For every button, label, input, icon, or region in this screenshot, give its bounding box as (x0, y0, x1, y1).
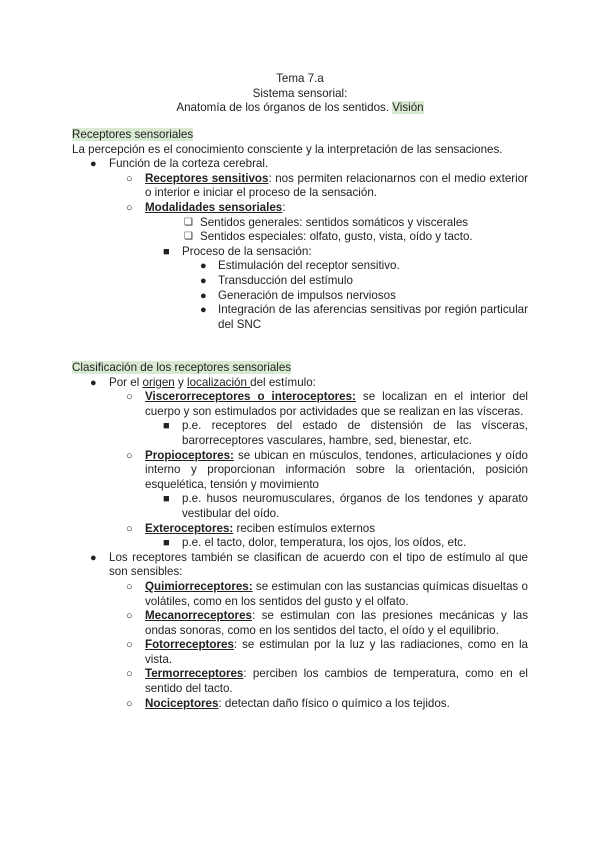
circle-bullet-icon: ○ (126, 697, 133, 710)
list-item: ○ Receptores sensitivos: nos permiten relacionarnos con el medio exterior o interior e iniciar el proceso de la sensación. (126, 171, 529, 200)
bullet-icon: ● (90, 376, 97, 389)
list-item: ● Generación de impulsos nerviosos (200, 288, 396, 302)
circle-bullet-icon: ○ (126, 610, 133, 623)
list-item: ● Función de la corteza cerebral. (90, 157, 269, 171)
document-title (0, 72, 600, 116)
section-clasificacion (72, 361, 528, 711)
square-bullet-icon: ■ (163, 245, 170, 258)
list-item: ○ Quimiorreceptores: se estimulan con las sustancias químicas disueltas o volátiles, como en los sentidos del gusto y el olfato. (126, 579, 528, 608)
intro-paragraph: La percepción es el conocimiento consciente y la interpretación de las sensaciones. (72, 142, 503, 156)
circle-bullet-icon: ○ (126, 522, 133, 535)
list-item: ○ Nociceptores: detectan daño físico o químico a los tejidos. (126, 696, 450, 710)
list-item: ○ Exteroceptores: reciben estímulos externos (126, 521, 376, 535)
circle-bullet-icon: ○ (126, 639, 133, 652)
bullet-icon: ● (90, 551, 97, 564)
list-item: ■ Proceso de la sensación: (163, 244, 312, 258)
list-item: ● Integración de las aferencias sensitivas por región particular del SNC (200, 303, 528, 331)
title-line-2: Sistema sensorial: (252, 86, 348, 100)
highlight-vision: Visión (392, 101, 424, 115)
list-item: ○ Propioceptores: se ubican en músculos, tendones, articulaciones y oído interno y proporcionan información sobre la orientación, posición esquelética, tensión y movimiento (126, 448, 528, 491)
circle-bullet-icon: ○ (126, 668, 133, 681)
circle-bullet-icon: ○ (126, 580, 133, 593)
list-item: ❑ Sentidos especiales: olfato, gusto, vista, oído y tacto. (184, 230, 473, 244)
checkbox-bullet-icon: ❑ (184, 216, 193, 228)
circle-bullet-icon: ○ (126, 201, 133, 214)
circle-bullet-icon: ○ (126, 449, 133, 462)
bullet-icon: ● (90, 158, 97, 171)
list-item: ● Los receptores también se clasifican de acuerdo con el tipo de estímulo al que son sensibles: (90, 550, 528, 579)
list-item: ● Estimulación del receptor sensitivo. (200, 259, 400, 273)
list-item: ● Transducción del estímulo (200, 273, 353, 287)
bullet-icon: ● (200, 260, 207, 273)
list-item: ○ Mecanorreceptores: se estimulan con las presiones mecánicas y las ondas sonoras, como en los sentidos del tacto, el oído y el equilibrio. (126, 609, 528, 637)
bullet-icon: ● (200, 274, 207, 287)
list-item: ■ p.e. el tacto, dolor, temperatura, los ojos, los oídos, etc. (163, 536, 467, 550)
list-item: ■ p.e. receptores del estado de distensión de las vísceras, barorreceptores vasculares, hambre, sed, bienestar, etc. (163, 419, 528, 447)
section-heading: Receptores sensoriales (72, 128, 194, 141)
section-heading: Clasificación de los receptores sensoriales (72, 361, 292, 374)
bullet-icon: ● (200, 304, 207, 317)
list-item: ○ Viscerorreceptores o interoceptores: se localizan en el interior del cuerpo y son estimulados por actividades que se realizan en las vísceras. (126, 390, 528, 418)
list-item: ❑ Sentidos generales: sentidos somáticos y viscerales (184, 215, 469, 229)
square-bullet-icon: ■ (163, 493, 170, 506)
square-bullet-icon: ■ (163, 537, 170, 550)
list-item: ○ Modalidades sensoriales: (126, 200, 286, 214)
section-receptores-sensoriales (72, 128, 528, 332)
title-line-1: Tema 7.a (276, 72, 324, 85)
bullet-icon: ● (200, 289, 207, 302)
title-line-3: Anatomía de los órganos de los sentidos. Visión (176, 101, 424, 115)
list-item: ■ p.e. husos neuromusculares, órganos de los tendones y aparato vestibular del oído. (163, 492, 528, 520)
circle-bullet-icon: ○ (126, 391, 133, 404)
checkbox-bullet-icon: ❑ (184, 231, 193, 243)
square-bullet-icon: ■ (163, 420, 170, 433)
list-item: ● Por el origen y localización del estímulo: (90, 375, 316, 389)
list-item: ○ Fotorreceptores: se estimulan por la luz y las radiaciones, como en la vista. (126, 638, 528, 666)
circle-bullet-icon: ○ (126, 172, 133, 185)
list-item: ○ Termorreceptores: perciben los cambios de temperatura, como en el sentido del tacto. (126, 667, 528, 696)
